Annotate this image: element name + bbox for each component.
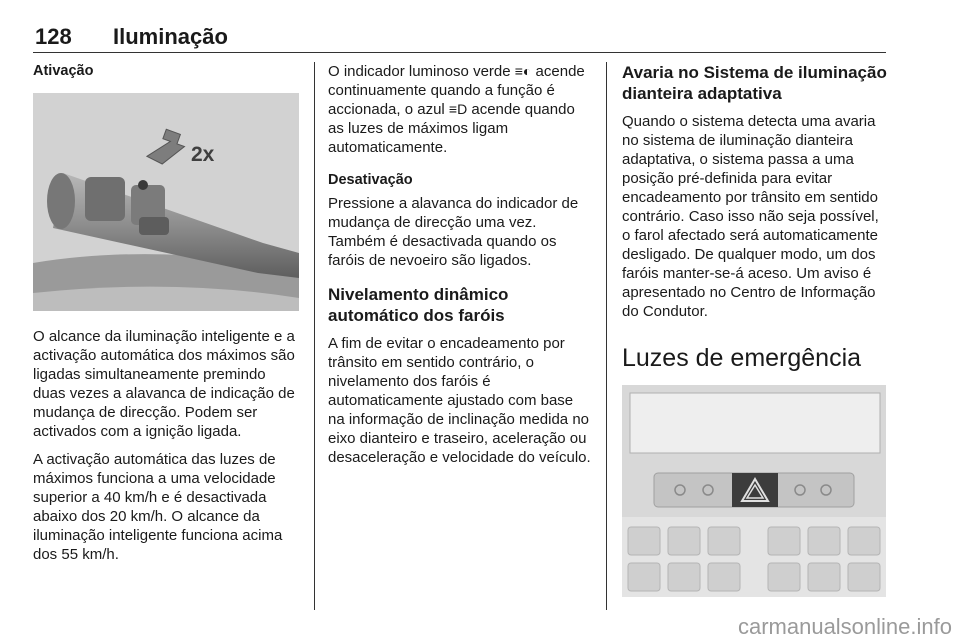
page-header xyxy=(33,22,886,53)
page-number: 128 xyxy=(35,24,72,49)
paragraph: O indicador luminoso verde ≡◐ acende continuamente quando a função é accionada, o azul ≡D acende quando as luzes de máximos ligam automaticamente. xyxy=(328,63,585,156)
page-title: Iluminação xyxy=(113,24,228,49)
column-divider-1 xyxy=(314,62,315,610)
paragraph: O alcance da iluminação inteligente e a activação automática dos máximos são ligadas simultaneamente premindo duas vezes a alavanca de indicação de mudança de direcção. Podem ser activados com a ignição ligada. xyxy=(33,328,295,440)
hazard-switch-illustration xyxy=(622,385,886,597)
paragraph: A fim de evitar o encadeamento por trânsito em sentido contrário, o nivelamento dos faróis é automaticamente ajustado com base na informação de inclinação medida no eixo dianteiro e traseiro, aceleração ou desaceleração e velocidade do veículo. xyxy=(328,335,591,466)
stalk-illustration xyxy=(33,93,299,311)
chapter-heading: Luzes de emergência xyxy=(622,344,862,372)
column-1 xyxy=(33,62,299,573)
watermark: carmanualsonline.info xyxy=(737,614,952,639)
section-heading: Avaria no Sistema de iluminação dianteira adaptativa xyxy=(622,63,887,103)
subheading-activation: Ativação xyxy=(33,63,94,79)
section-heading: Nivelamento dinâmico automático dos faróis xyxy=(328,285,509,325)
paragraph: A activação automática das luzes de máximos funciona a uma velocidade superior a 40 km/h e é desactivada abaixo dos 20 km/h. O alcance da iluminação inteligente funciona acima dos 55 km/h. xyxy=(33,451,283,563)
subheading-deactivation: Desativação xyxy=(328,172,413,188)
column-3 xyxy=(622,62,888,597)
column-2 xyxy=(328,62,592,476)
column-divider-2 xyxy=(606,62,607,610)
green-indicator-icon: ≡◐ xyxy=(514,63,532,79)
paragraph: Quando o sistema detecta uma avaria no sistema de iluminação dianteira adaptativa, o sistema passa a uma posição pré-definida para evitar encadeamento por trânsito em sentido contrário. Caso isso não seja possível, o farol afectado será automaticamente desligado. De qualquer modo, um dos faróis manter-se-á aceso. Um aviso é apresentado no Centro de Informação do Condutor. xyxy=(622,113,879,320)
paragraph: Pressione a alavanca do indicador de mudança de direcção uma vez. Também é desactivada quando os faróis de nevoeiro são ligados. xyxy=(328,195,579,269)
blue-indicator-icon: ≡D xyxy=(448,101,468,117)
figure-label: 2x xyxy=(191,143,215,166)
